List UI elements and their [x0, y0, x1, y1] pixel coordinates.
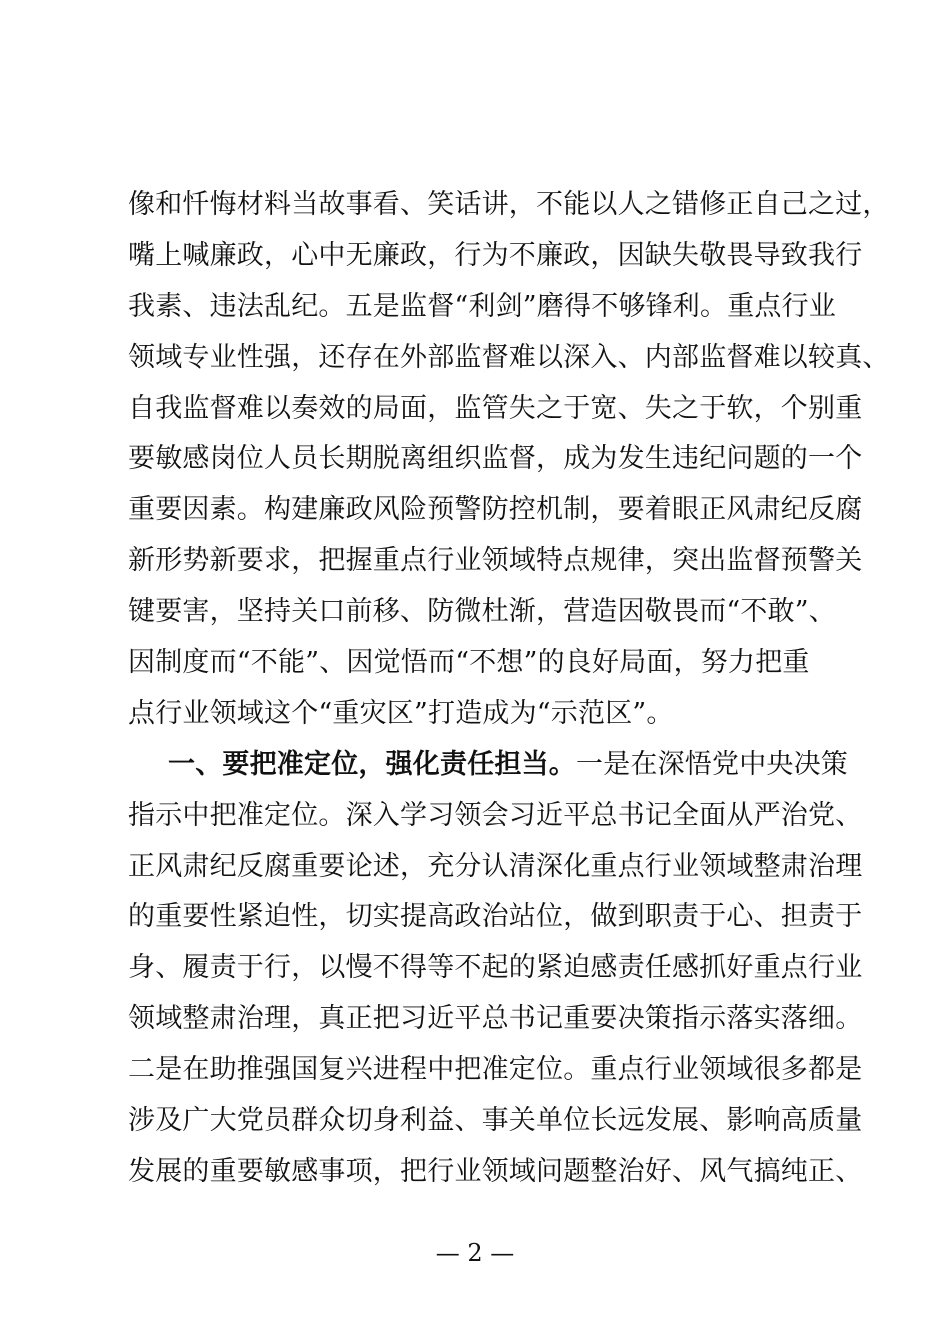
- text-line: 涉及广大党员群众切身利益、事关单位长远发展、影响高质量: [128, 1105, 863, 1137]
- text-line: 键要害，坚持关口前移、防微杜渐，营造因敬畏而“不敢”、: [128, 596, 837, 628]
- text-line: 领域整肃治理，真正把习近平总书记重要决策指示落实落细。: [128, 1003, 863, 1035]
- text-line: 因制度而“不能”、因觉悟而“不想”的良好局面，努力把重: [128, 647, 810, 679]
- body-text: [128, 180, 890, 1198]
- text-line: 要敏感岗位人员长期脱离组织监督，成为发生违纪问题的一个: [128, 443, 863, 475]
- text-line: 二是在助推强国复兴进程中把准定位。重点行业领域很多都是: [128, 1054, 863, 1086]
- section-first-line-text: 一是在深悟党中央决策: [576, 748, 848, 780]
- text-line: 指示中把准定位。深入学习领会习近平总书记全面从严治党、: [128, 799, 863, 831]
- section-first-line: [128, 740, 848, 791]
- page-number: — 2 —: [435, 1239, 515, 1267]
- text-line: 新形势新要求，把握重点行业领域特点规律，突出监督预警关: [128, 545, 863, 577]
- text-line: 像和忏悔材料当故事看、笑话讲，不能以人之错修正自己之过，: [128, 189, 890, 220]
- text-line: 自我监督难以奏效的局面，监管失之于宽、失之于软，个别重: [128, 392, 863, 424]
- text-line: 正风肃纪反腐重要论述，充分认清深化重点行业领域整肃治理: [128, 850, 863, 882]
- text-line: 身、履责于行，以慢不得等不起的紧迫感责任感抓好重点行业: [128, 952, 863, 984]
- text-line: 嘴上喊廉政，心中无廉政，行为不廉政，因缺失敬畏导致我行: [128, 239, 863, 271]
- text-line: 领域专业性强，还存在外部监督难以深入、内部监督难以较真、: [128, 341, 890, 373]
- section-heading: 一、要把准定位，强化责任担当。: [168, 748, 576, 780]
- text-line: 重要因素。构建廉政风险预警防控机制，要着眼正风肃纪反腐: [128, 494, 863, 526]
- text-line: 发展的重要敏感事项，把行业领域问题整治好、风气搞纯正、: [128, 1155, 863, 1187]
- text-line: 我素、违法乱纪。五是监督“利剑”磨得不够锋利。重点行业: [128, 290, 837, 322]
- text-line: 的重要性紧迫性，切实提高政治站位，做到职责于心、担责于: [128, 901, 863, 933]
- text-line: 点行业领域这个“重灾区”打造成为“示范区”。: [128, 697, 674, 729]
